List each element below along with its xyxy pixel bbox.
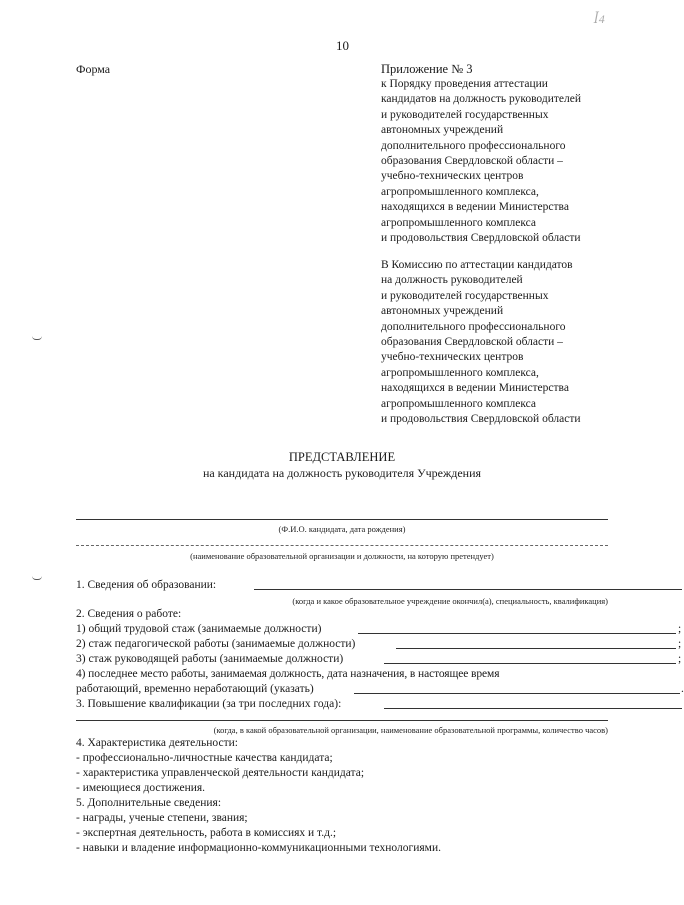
section-5-item: - награды, ученые степени, звания; (76, 812, 248, 824)
qualification-line (76, 720, 608, 721)
management-experience-field (384, 653, 676, 664)
section-5-label: 5. Дополнительные сведения: (76, 797, 222, 809)
scan-mark (32, 576, 42, 580)
section-3-label: 3. Повышение квалификации (за три последних года): (76, 698, 342, 710)
management-experience-label: 3) стаж руководящей работы (занимаемые должности) (76, 653, 344, 665)
total-experience-field (358, 623, 676, 634)
section-5-item: - экспертная деятельность, работа в комиссиях и т.д.; (76, 827, 337, 839)
page-number: 10 (336, 38, 349, 53)
scan-mark (32, 336, 42, 340)
last-job-label: 4) последнее место работы, занимаемая должность, дата назначения, в настоящее время (76, 668, 500, 680)
section-2-label: 2. Сведения о работе: (76, 608, 182, 620)
teaching-experience-label: 2) стаж педагогической работы (занимаемые должности) (76, 638, 356, 650)
section-4-item: - характеристика управленческой деятельности кандидата; (76, 767, 365, 779)
total-experience-label: 1) общий трудовой стаж (занимаемые должности) (76, 623, 322, 635)
addressee-block: В Комиссию по аттестации кандидатов на должность руководителей и руководителей государственных автономных учреждений дополнительного профессионального образования Свердловской области – учебно-технических центров агропромышленного комплекса, находящихся в ведении Министерства агропромышленного комплекса и продовольствия Свердловской области (381, 259, 581, 426)
qualification-caption: (когда, в какой образовательной организации, наименование образовательной программы, количество часов) (213, 725, 608, 735)
punct-period: . (681, 683, 684, 695)
fio-caption: (Ф.И.О. кандидата, дата рождения) (278, 524, 406, 534)
org-caption: (наименование образовательной организации и должности, на которую претендует) (190, 551, 494, 561)
fio-line (76, 519, 608, 520)
document-subtitle: на кандидата на должность руководителя Учреждения (202, 466, 482, 480)
last-job-field (354, 683, 680, 694)
education-field (254, 579, 682, 590)
punct-semicolon: ; (678, 653, 682, 665)
section-4-item: - имеющиеся достижения. (76, 782, 206, 794)
qualification-field (384, 698, 682, 709)
section-5-item: - навыки и владение информационно-коммуникационными технологиями. (76, 842, 441, 854)
section-4-item: - профессионально-личностные качества кандидата; (76, 752, 333, 764)
document-title: ПРЕДСТАВЛЕНИЕ (288, 450, 396, 464)
form-label: Форма (76, 62, 111, 76)
punct-semicolon: ; (678, 623, 682, 635)
corner-mark: ꟾ4 (594, 12, 605, 26)
teaching-experience-field (396, 638, 676, 649)
org-line (76, 545, 608, 546)
section-4-label: 4. Характеристика деятельности: (76, 737, 238, 749)
section-1-label: 1. Сведения об образовании: (76, 579, 217, 591)
appendix-text: к Порядку проведения аттестации кандидатов на должность руководителей и руководителей государственных автономных учреждений дополнительного профессионального образования Свердловской области – учебно-технических центров агропромышленного комплекса, находящихся в ведении Министерства агропромышленного комплекса и продовольствия Свердловской области (381, 78, 581, 245)
last-job-label-cont: работающий, временно неработающий (указать) (76, 683, 314, 695)
punct-semicolon: ; (678, 638, 682, 650)
education-caption: (когда и какое образовательное учреждение окончил(а), специальность, квалификация) (292, 596, 608, 606)
appendix-title: Приложение № 3 (381, 62, 473, 76)
